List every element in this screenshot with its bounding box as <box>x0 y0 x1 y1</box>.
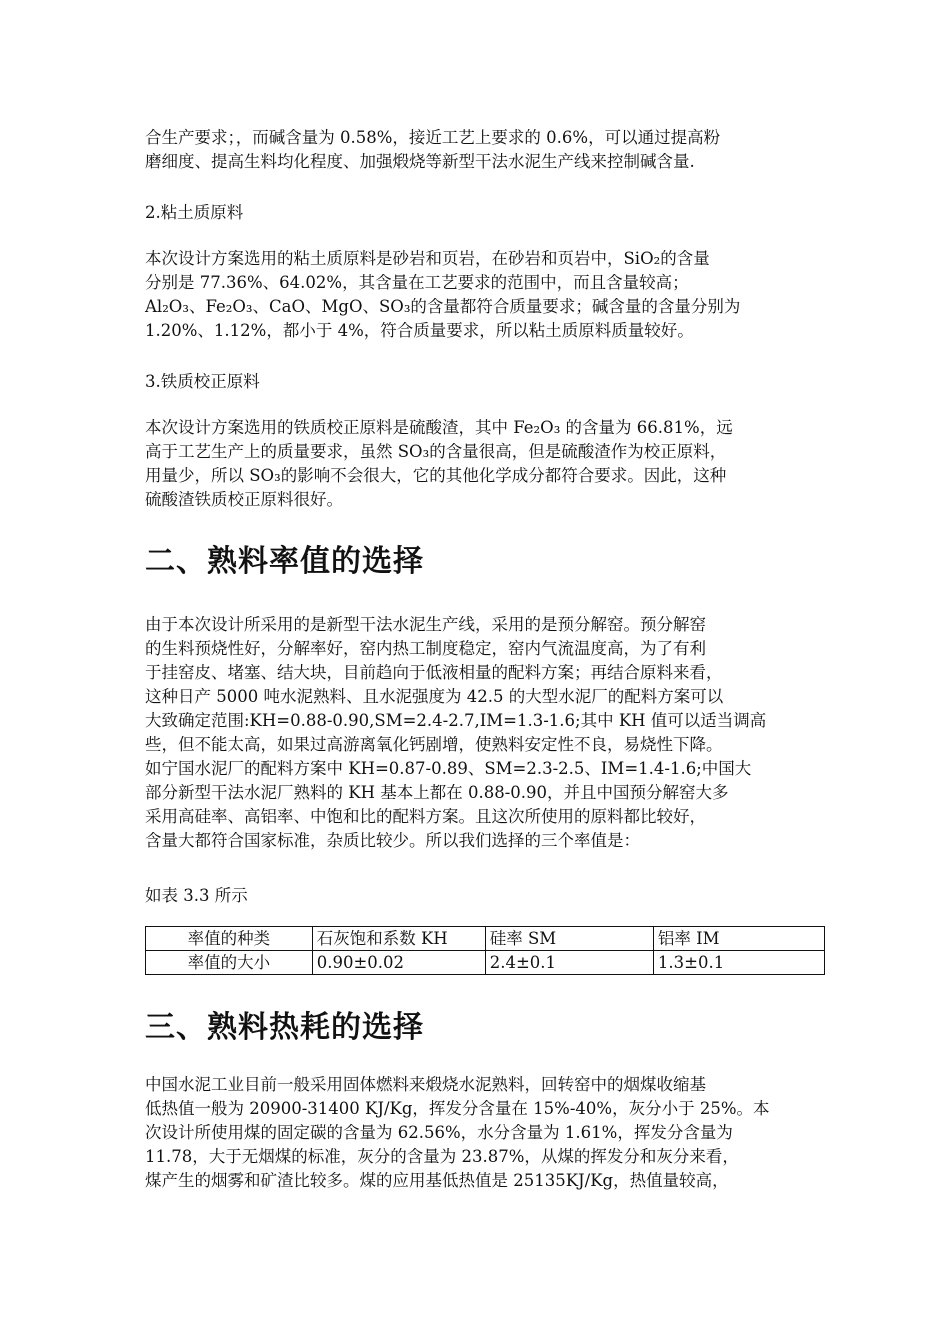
paragraph-heat-consumption: 中国水泥工业目前一般采用固体燃料来煅烧水泥熟料，回转窑中的烟煤收缩基 低热值一般为 20900-31400 KJ/Kg，挥发分含量在 15%-40%，灰分小于 25%。本 次设计所使用煤的固定碳的含量为 62.56%，水分含量为 1.61%，挥发分含量为 11.78，大于无烟煤的标准，灰分的含量为 23.87%，从煤的挥发分和灰分来看， 煤产生的烟雾和矿渣比较多。煤的应用基低热值是 25135KJ/Kg，热值量较高， <box>145 1075 770 1190</box>
table-row <box>146 951 825 975</box>
paragraph-alkali-content: 合生产要求；，而碱含量为 0.58%，接近工艺上要求的 0.6%，可以通过提高粉 磨细度、提高生料均化程度、加强煅烧等新型干法水泥生产线来控制碱含量. <box>145 128 721 171</box>
table-cell: 硅率 SM <box>485 927 653 951</box>
table-cell: 率值的种类 <box>146 927 313 951</box>
heading-clinker-heat: 三、熟料热耗的选择 <box>145 1010 424 1045</box>
table-header-row <box>146 927 825 951</box>
table-cell: 0.90±0.02 <box>312 951 485 975</box>
paragraph-ratio-selection: 由于本次设计所采用的是新型干法水泥生产线，采用的是预分解窑。预分解窑 的生料预烧性好，分解率好，窑内热工制度稳定，窑内气流温度高，为了有利 于挂窑皮、堵塞、结大块，目前趋向于低液相量的配料方案；再结合原料来看， 这种日产 5000 吨水泥熟料、且水泥强度为 42.5 的大型水泥厂的配料方案可以 大致确定范围:KH=0.88-0.90,SM=2.4-2.7,IM=1.3-1.6;其中 KH 值可以适当调高 些，但不能太高，如果过高游离氧化钙剧增，使熟料安定性不良，易烧性下降。 如宁国水泥厂的配料方案中 KH=0.87-0.89、SM=2.3-2.5、IM=1.4-1.6;中国大 部分新型干法水泥厂熟料的 KH 基本上都在 0.88-0.90，并且中国预分解窑大多 采用高硅率、高铝率、中饱和比的配料方案。且这次所使用的原料都比较好， 含量大都符合国家标准，杂质比较少。所以我们选择的三个率值是： <box>145 615 767 850</box>
table-cell: 1.3±0.1 <box>653 951 824 975</box>
table-cell: 率值的大小 <box>146 951 313 975</box>
section-label-clay: 2.粘土质原料 <box>145 203 244 222</box>
paragraph-iron-correction: 本次设计方案选用的铁质校正原料是硫酸渣，其中 Fe₂O₃ 的含量为 66.81%，远 高于工艺生产上的质量要求，虽然 SO₃的含量很高，但是硫酸渣作为校正原料， 用量少，所以 SO₃的影响不会很大，它的其他化学成分都符合要求。因此，这种 硫酸渣铁质校正原料很好。 <box>145 418 733 509</box>
table-cell: 铝率 IM <box>653 927 824 951</box>
table-cell: 石灰饱和系数 KH <box>312 927 485 951</box>
section-label-iron: 3.铁质校正原料 <box>145 372 260 391</box>
ratio-values-table <box>145 926 825 975</box>
paragraph-clay-raw-material: 本次设计方案选用的粘土质原料是砂岩和页岩，在砂岩和页岩中，SiO₂的含量 分别是 77.36%、64.02%，其含量在工艺要求的范围中，而且含量较高； Al₂O₃、Fe₂O₃、CaO、MgO、SO₃的含量都符合质量要求；碱含量的含量分别为 1.20%、1.12%，都小于 4%，符合质量要求，所以粘土质原料质量较好。 <box>145 249 741 340</box>
heading-clinker-ratio: 二、熟料率值的选择 <box>145 544 424 579</box>
table-cell: 2.4±0.1 <box>485 951 653 975</box>
table-caption: 如表 3.3 所示 <box>145 886 248 905</box>
